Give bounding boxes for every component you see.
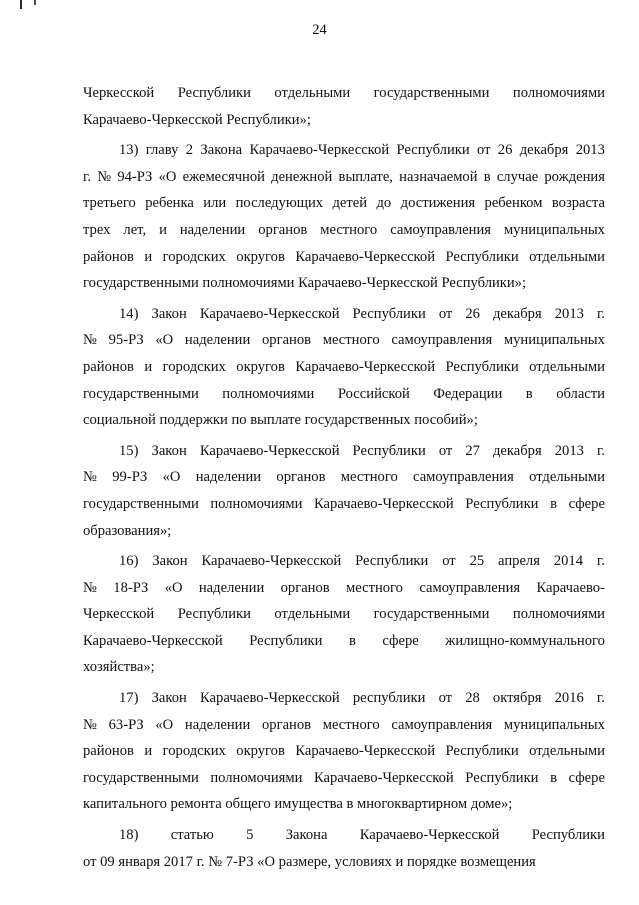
text-line: государственными полномочиями Карачаево-Черкесской Республики в сфере	[83, 769, 605, 786]
text-line: № 63-РЗ «О наделении органов местного самоуправления муниципальных	[83, 716, 605, 733]
scan-edge-mark	[20, 0, 22, 9]
text-line: 18) статью 5 Закона Карачаево-Черкесской Республики	[119, 827, 605, 844]
paragraph	[83, 685, 605, 818]
text-line: № 99-РЗ «О наделении органов местного самоуправления отдельными	[83, 469, 605, 486]
paragraph	[83, 822, 605, 875]
text-line: государственными полномочиями Карачаево-Черкесской Республики в сфере	[83, 495, 605, 512]
text-line: государственными полномочиями Российской Федерации в области	[83, 385, 605, 402]
text-line: третьего ребенка или последующих детей до достижения ребенком возраста	[83, 195, 605, 212]
scan-edge-mark	[34, 0, 36, 5]
paragraph	[83, 137, 605, 297]
paragraph	[83, 80, 605, 133]
document-body	[83, 80, 605, 879]
text-line: районов и городских округов Карачаево-Черкесской Республики отдельными	[83, 248, 605, 265]
paragraph	[83, 548, 605, 681]
text-line: № 18-РЗ «О наделении органов местного самоуправления Карачаево-	[83, 579, 605, 596]
text-line: 13) главу 2 Закона Карачаево-Черкесской Республики от 26 декабря 2013	[119, 142, 605, 159]
text-line: государственными полномочиями Карачаево-Черкесской Республики»;	[83, 275, 527, 292]
text-line: 17) Закон Карачаево-Черкесской республики от 28 октября 2016 г.	[119, 690, 605, 707]
page-number: 24	[312, 22, 327, 38]
text-line: 14) Закон Карачаево-Черкесской Республики от 26 декабря 2013 г.	[119, 305, 605, 322]
text-line: хозяйства»;	[83, 659, 155, 676]
text-line: социальной поддержки по выплате государственных пособий»;	[83, 412, 478, 429]
text-line: № 95-РЗ «О наделении органов местного самоуправления муниципальных	[83, 332, 605, 349]
paragraph	[83, 438, 605, 544]
text-line: Карачаево-Черкесской Республики»;	[83, 111, 311, 128]
text-line: образования»;	[83, 522, 172, 539]
text-line: 16) Закон Карачаево-Черкесской Республики от 25 апреля 2014 г.	[119, 553, 605, 570]
text-line: Карачаево-Черкесской Республики в сфере жилищно-коммунального	[83, 632, 605, 649]
text-line: трех лет, и наделении органов местного самоуправления муниципальных	[83, 221, 605, 238]
text-line: районов и городских округов Карачаево-Черкесской Республики отдельными	[83, 358, 605, 375]
text-line: Черкесской Республики отдельными государственными полномочиями	[83, 606, 605, 623]
text-line: капитального ремонта общего имущества в многоквартирном доме»;	[83, 796, 513, 813]
paragraph	[83, 301, 605, 434]
text-line: Черкесской Республики отдельными государственными полномочиями	[83, 85, 605, 101]
text-line: от 09 января 2017 г. № 7-РЗ «О размере, условиях и порядке возмещения	[83, 853, 536, 870]
text-line: районов и городских округов Карачаево-Черкесской Республики отдельными	[83, 743, 605, 760]
text-line: г. № 94-РЗ «О ежемесячной денежной выплате, назначаемой в случае рождения	[83, 168, 605, 185]
text-line: 15) Закон Карачаево-Черкесской Республики от 27 декабря 2013 г.	[119, 442, 605, 459]
